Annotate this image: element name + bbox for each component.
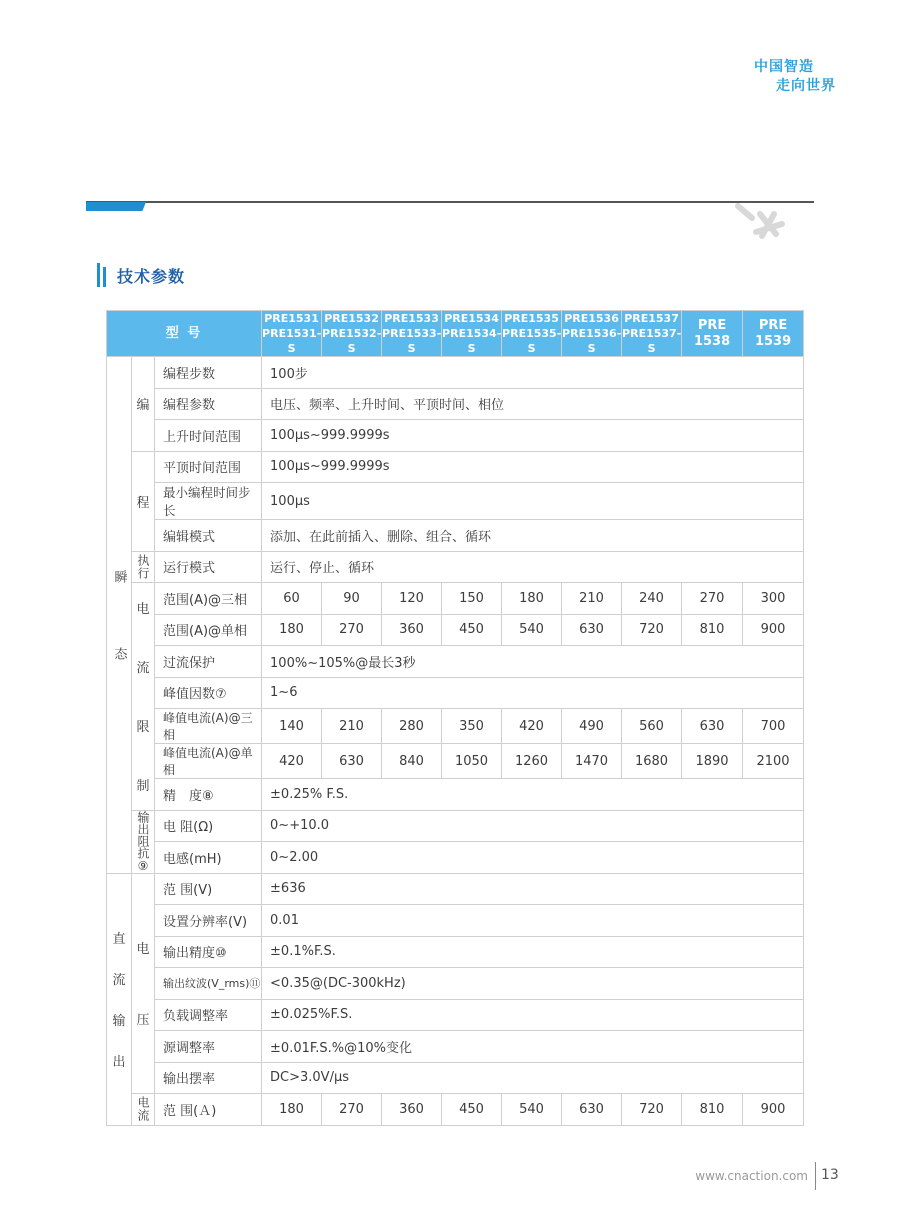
row-value: 运行、停止、循环 xyxy=(262,551,804,583)
row-value: 100μs xyxy=(262,483,804,520)
cell: 450 xyxy=(442,1094,502,1126)
table-row xyxy=(107,483,804,520)
cell: 180 xyxy=(502,583,562,615)
table-row xyxy=(107,1031,804,1063)
table-row xyxy=(107,388,804,420)
table-row xyxy=(107,583,804,615)
row-value: 0.01 xyxy=(262,905,804,937)
model-col: PRE1536 PRE1536-S xyxy=(562,312,622,355)
row-label: 编程步数 xyxy=(155,357,262,389)
table-row xyxy=(107,779,804,811)
section-title: 技术参数 xyxy=(117,266,186,286)
cell: 630 xyxy=(562,614,622,646)
cell: 540 xyxy=(502,1094,562,1126)
cell: 180 xyxy=(262,1094,322,1126)
row-label: 范围(A)@三相 xyxy=(155,583,262,615)
table-row xyxy=(107,709,804,744)
row-label: 编辑模式 xyxy=(155,520,262,552)
model-col: PRE1537 PRE1537-S xyxy=(622,312,682,355)
row-value: ±0.025%F.S. xyxy=(262,999,804,1031)
table-row xyxy=(107,646,804,678)
slogan xyxy=(754,58,836,96)
footer-divider xyxy=(815,1162,816,1190)
row-label: 平顶时间范围 xyxy=(155,451,262,483)
table-header-row xyxy=(107,311,804,357)
cell: 120 xyxy=(382,583,442,615)
row-label: 峰值电流(A)@三相 xyxy=(155,709,262,744)
row-label: 输出纹波(V_rms)⑪ xyxy=(155,968,262,1000)
row-value: 电压、频率、上升时间、平顶时间、相位 xyxy=(262,388,804,420)
table-row xyxy=(107,873,804,905)
table-row xyxy=(107,905,804,937)
row-label: 编程参数 xyxy=(155,388,262,420)
model-col: PRE1531 PRE1531-S xyxy=(262,312,322,355)
table-row xyxy=(107,520,804,552)
row-label: 负载调整率 xyxy=(155,999,262,1031)
row-label: 范 围(Ⅴ) xyxy=(155,873,262,905)
row-value: ±0.1%F.S. xyxy=(262,936,804,968)
table-row xyxy=(107,968,804,1000)
cell: 810 xyxy=(682,614,743,646)
cell: 180 xyxy=(262,614,322,646)
row-value: <0.35@(DC-300kHz) xyxy=(262,968,804,1000)
cell: 420 xyxy=(502,709,562,744)
cell: 1470 xyxy=(562,744,622,779)
header-rule-accent xyxy=(86,202,146,211)
cell: 270 xyxy=(322,614,382,646)
spec-table xyxy=(106,310,804,1126)
model-col: PRE1534 PRE1534-S xyxy=(442,312,502,355)
cell: 60 xyxy=(262,583,322,615)
row-value: 100μs~999.9999s xyxy=(262,451,804,483)
model-col: PRE1533 PRE1533-S xyxy=(382,312,442,355)
cell: 700 xyxy=(743,709,804,744)
cell: 540 xyxy=(502,614,562,646)
row-label: 电感(mH) xyxy=(155,842,262,874)
row-label: 峰值电流(A)@单相 xyxy=(155,744,262,779)
cell: 900 xyxy=(743,1094,804,1126)
row-label: 最小编程时间步长 xyxy=(155,483,262,520)
cell: 270 xyxy=(682,583,743,615)
cell: 240 xyxy=(622,583,682,615)
cell: 90 xyxy=(322,583,382,615)
row-value: 100μs~999.9999s xyxy=(262,420,804,452)
page-number: 13 xyxy=(821,1167,839,1183)
table-row xyxy=(107,936,804,968)
row-value: 100%~105%@最长3秒 xyxy=(262,646,804,678)
cell: 420 xyxy=(262,744,322,779)
cell: 630 xyxy=(322,744,382,779)
cell: 720 xyxy=(622,614,682,646)
watermark-icon xyxy=(730,200,790,246)
row-label: 过流保护 xyxy=(155,646,262,678)
cell: 810 xyxy=(682,1094,743,1126)
type-label: 型 号 xyxy=(107,311,262,357)
table-row xyxy=(107,357,804,389)
row-value: ±636 xyxy=(262,873,804,905)
cell: 350 xyxy=(442,709,502,744)
cell: 720 xyxy=(622,1094,682,1126)
group-prog-a: 编 xyxy=(132,357,155,452)
group-prog-b: 程 xyxy=(132,451,155,551)
row-value: 0~+10.0 xyxy=(262,810,804,842)
row-label: 上升时间范围 xyxy=(155,420,262,452)
row-label: 峰值因数⑦ xyxy=(155,677,262,709)
section-heading xyxy=(97,263,185,287)
group-current: 电流 xyxy=(132,1094,155,1126)
cell: 1260 xyxy=(502,744,562,779)
slogan-line-2: 走向世界 xyxy=(776,78,836,94)
cell: 630 xyxy=(562,1094,622,1126)
row-label: 精 度⑧ xyxy=(155,779,262,811)
cell: 1890 xyxy=(682,744,743,779)
cell: 2100 xyxy=(743,744,804,779)
cell: 210 xyxy=(322,709,382,744)
table-row xyxy=(107,842,804,874)
row-label: 范 围(Ａ) xyxy=(155,1094,262,1126)
row-label: 范围(A)@单相 xyxy=(155,614,262,646)
model-col: PRE 1538 xyxy=(682,311,743,357)
cell: 270 xyxy=(322,1094,382,1126)
row-value: 0~2.00 xyxy=(262,842,804,874)
table-row xyxy=(107,810,804,842)
table-row xyxy=(107,614,804,646)
group-voltage: 电 压 xyxy=(132,873,155,1094)
cell: 560 xyxy=(622,709,682,744)
table-row xyxy=(107,677,804,709)
cell: 360 xyxy=(382,1094,442,1126)
cell: 490 xyxy=(562,709,622,744)
group-current-limit: 电 流 限 制 xyxy=(132,583,155,811)
cell: 630 xyxy=(682,709,743,744)
model-col: PRE1535 PRE1535-S xyxy=(502,312,562,355)
group-output-impedance: 输出阻抗⑨ xyxy=(132,810,155,873)
cell: 450 xyxy=(442,614,502,646)
cell: 210 xyxy=(562,583,622,615)
row-value: ±0.25% F.S. xyxy=(262,779,804,811)
table-row xyxy=(107,1062,804,1094)
row-value: 添加、在此前插入、删除、组合、循环 xyxy=(262,520,804,552)
cell: 840 xyxy=(382,744,442,779)
row-label: 源调整率 xyxy=(155,1031,262,1063)
header-rule xyxy=(86,201,814,203)
table-row xyxy=(107,551,804,583)
group-transient: 瞬态 xyxy=(107,357,132,874)
row-label: 设置分辨率(V) xyxy=(155,905,262,937)
table-row xyxy=(107,420,804,452)
row-label: 电 阻(Ω) xyxy=(155,810,262,842)
row-label: 运行模式 xyxy=(155,551,262,583)
cell: 900 xyxy=(743,614,804,646)
table-row xyxy=(107,1094,804,1126)
cell: 150 xyxy=(442,583,502,615)
cell: 140 xyxy=(262,709,322,744)
table-row xyxy=(107,999,804,1031)
cell: 280 xyxy=(382,709,442,744)
cell: 1050 xyxy=(442,744,502,779)
row-value: DC>3.0V/μs xyxy=(262,1062,804,1094)
row-label: 输出摆率 xyxy=(155,1062,262,1094)
row-value: 1~6 xyxy=(262,677,804,709)
slogan-line-1: 中国智造 xyxy=(754,59,814,75)
table-row xyxy=(107,744,804,779)
row-value: 100步 xyxy=(262,357,804,389)
footer-url[interactable]: www.cnaction.com xyxy=(695,1169,808,1183)
table-row xyxy=(107,451,804,483)
group-dc-output: 直 流 输 出 xyxy=(107,873,132,1125)
row-value: ±0.01F.S.%@10%变化 xyxy=(262,1031,804,1063)
model-col: PRE 1539 xyxy=(743,311,804,357)
row-label: 输出精度⑩ xyxy=(155,936,262,968)
cell: 1680 xyxy=(622,744,682,779)
section-marker-icon xyxy=(97,263,106,287)
model-col: PRE1532 PRE1532-S xyxy=(322,312,382,355)
cell: 300 xyxy=(743,583,804,615)
cell: 360 xyxy=(382,614,442,646)
group-exec: 执行 xyxy=(132,551,155,583)
